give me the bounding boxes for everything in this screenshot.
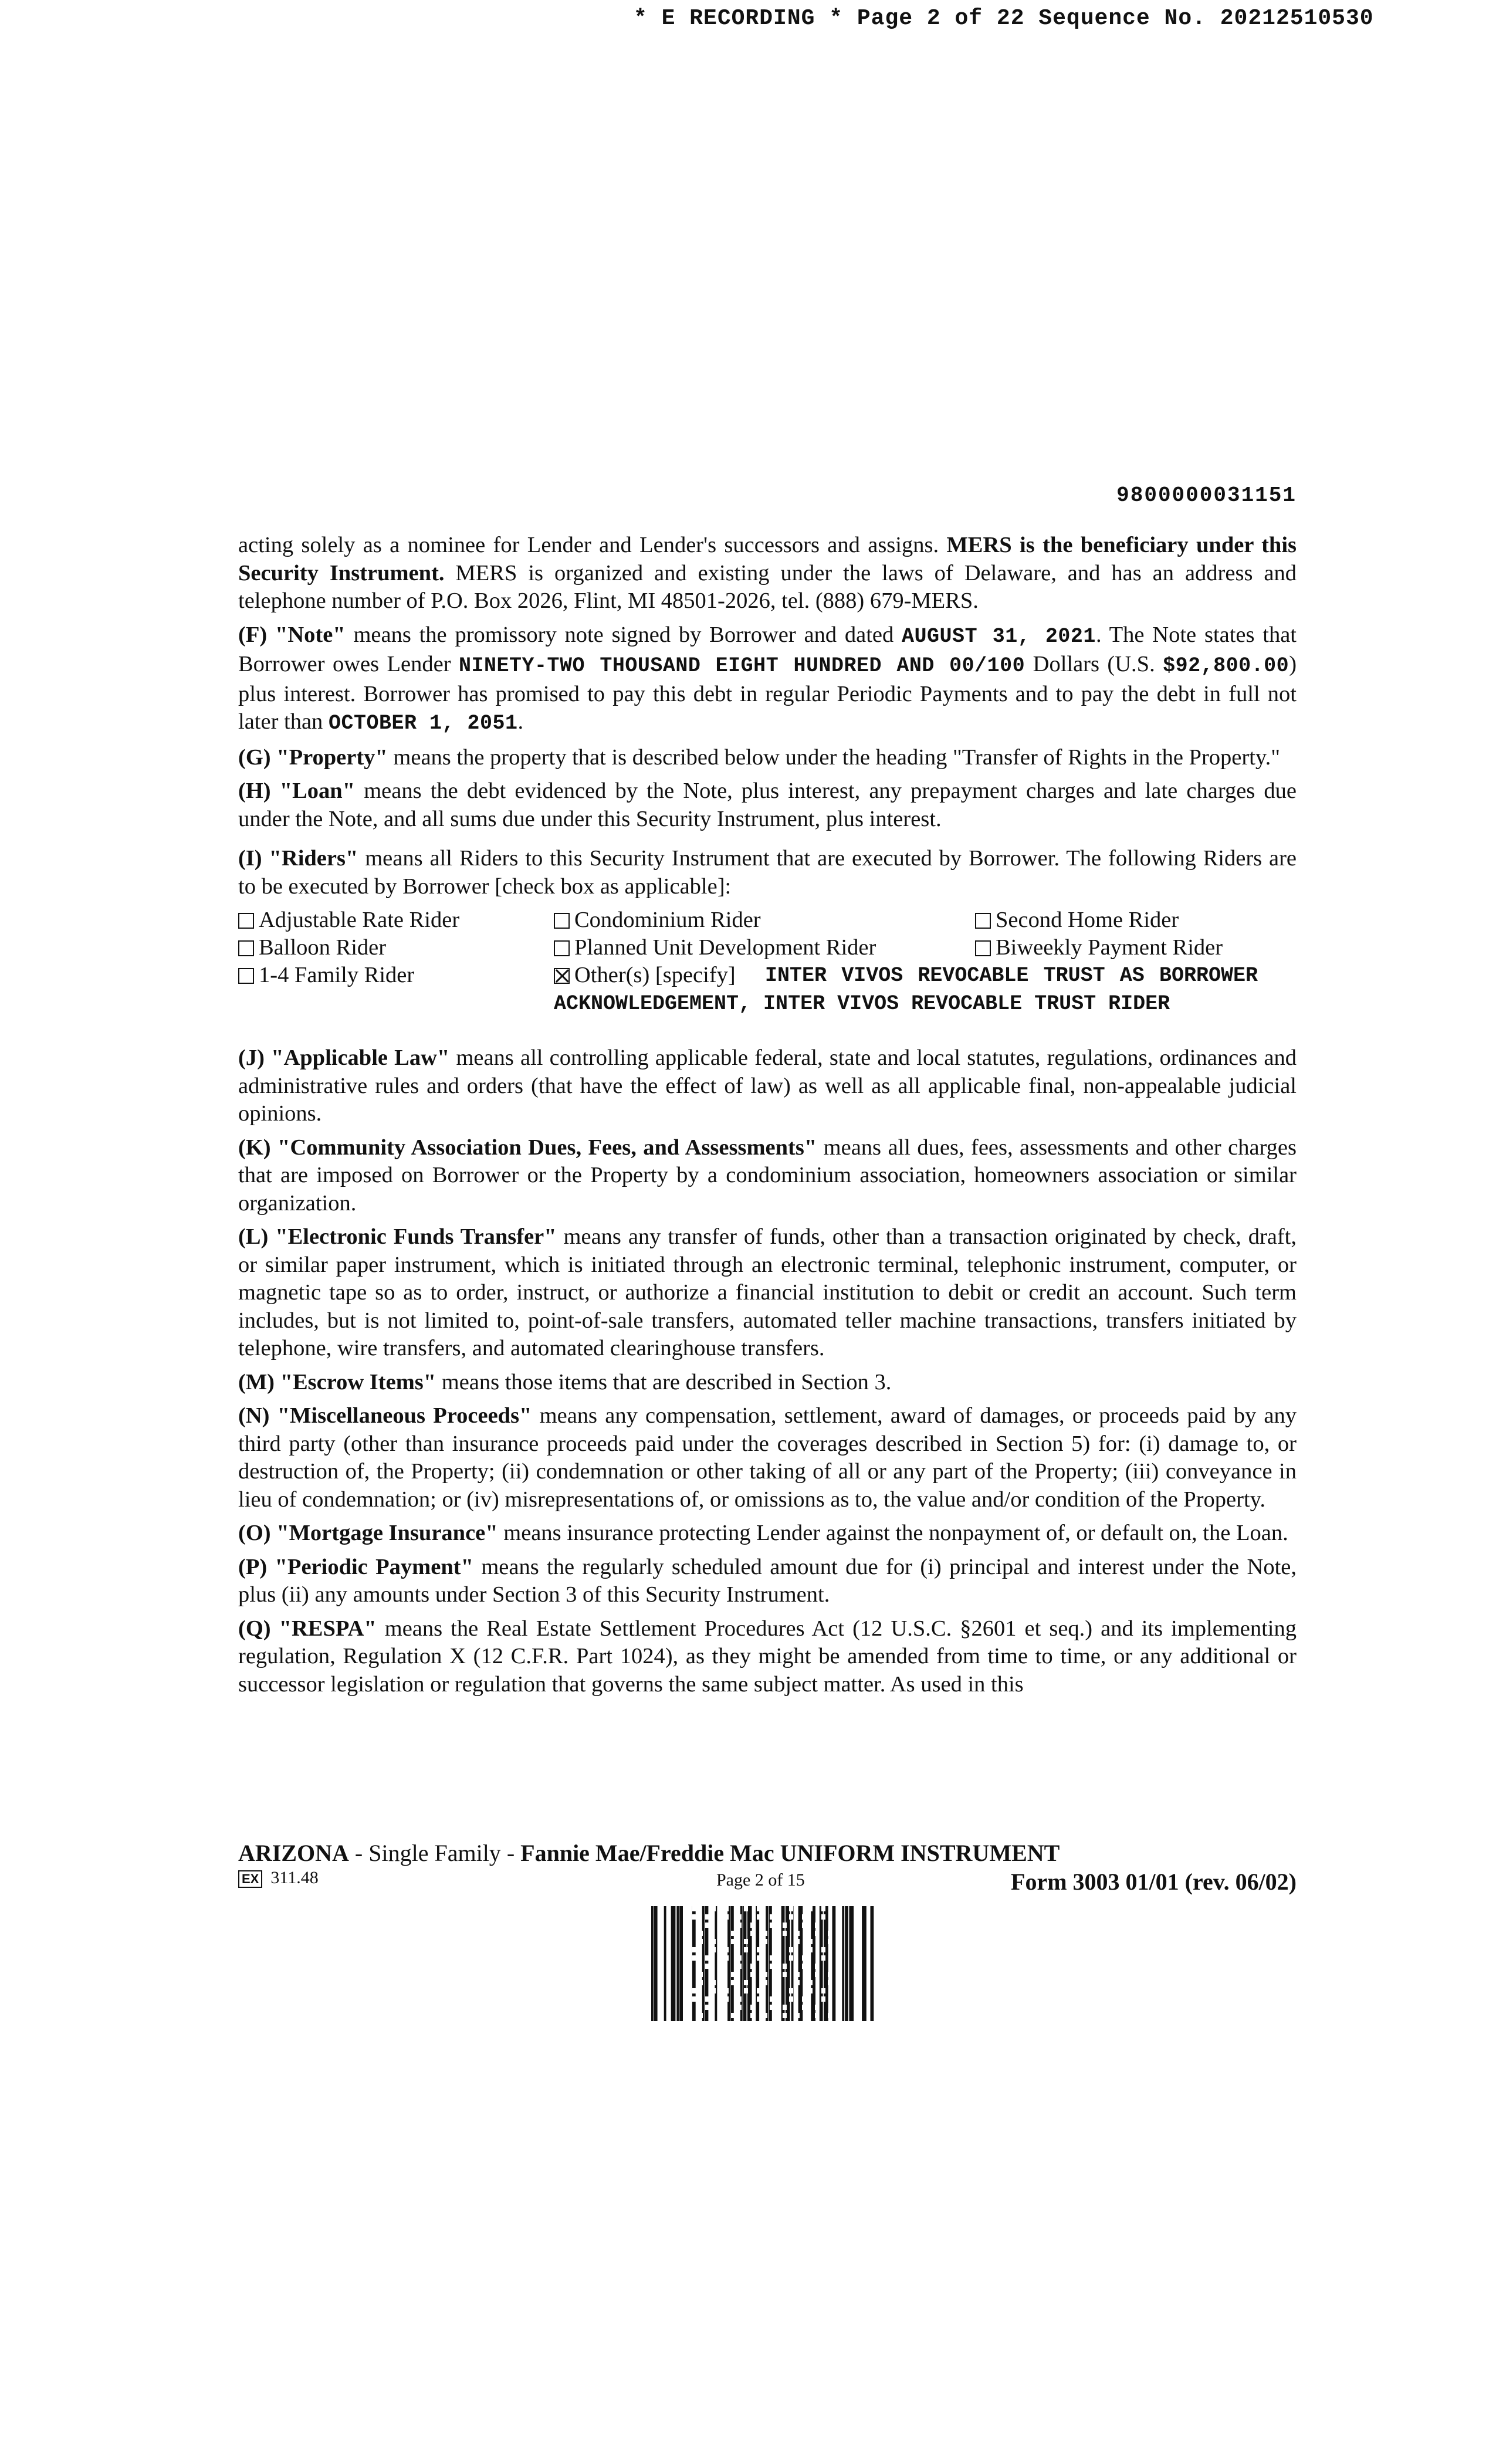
barcode-cell [815, 2013, 819, 2018]
rider-second-home[interactable] [975, 906, 1179, 935]
form-code [238, 1868, 319, 1888]
barcode-cell [828, 1972, 832, 1977]
barcode-cell [783, 1923, 787, 1928]
paragraph-community-association [238, 1134, 1297, 1218]
barcode-cell [705, 1914, 709, 1920]
barcode-cell [770, 1923, 774, 1928]
barcode-cell [763, 1972, 767, 1977]
note-text-e: . [517, 709, 524, 734]
barcode-cell [705, 1955, 709, 1961]
rider-label: Balloon Rider [259, 935, 387, 960]
barcode-cell [725, 1914, 729, 1920]
barcode-bar [692, 1906, 696, 2021]
barcode-cell [815, 1964, 819, 1969]
paragraph-mortgage-insurance [238, 1519, 1297, 1548]
barcode-cell [763, 2013, 767, 2018]
barcode-cell [783, 2013, 787, 2018]
barcode-cell [789, 1955, 793, 1961]
barcode-cell [731, 2013, 735, 2018]
term-riders: (I) "Riders" [238, 846, 358, 871]
barcode-cell [750, 2013, 754, 2018]
barcode-bar [702, 1906, 705, 2021]
barcode-cell [692, 1996, 696, 2002]
barcode-cell [776, 1947, 780, 1952]
rider-label: 1-4 Family Rider [259, 963, 415, 987]
footer-title [238, 1839, 1297, 1867]
barcode-cell [705, 2005, 709, 2010]
barcode-cell [737, 1923, 742, 1928]
paragraph-electronic-funds-transfer [238, 1223, 1297, 1363]
barcode-cell [796, 2013, 800, 2018]
term-respa: (Q) "RESPA" [238, 1616, 377, 1641]
term-electronic-funds-transfer: (L) "Electronic Funds Transfer" [238, 1224, 557, 1249]
barcode-cell [828, 2013, 832, 2018]
barcode-cell [815, 1972, 819, 1977]
barcode-cell [699, 1980, 703, 1985]
barcode-cell [731, 1972, 735, 1977]
barcode-cell [699, 1931, 703, 1936]
footer-row [238, 1868, 1297, 1903]
barcode-cell [737, 1955, 742, 1961]
barcode-bar [651, 1906, 654, 2021]
term-periodic-payment: (P) "Periodic Payment" [238, 1554, 473, 1579]
barcode-cell [705, 1996, 709, 2002]
barcode-cell [692, 1988, 696, 1993]
barcode-cell [737, 1914, 742, 1920]
applicable-law-text: means all controlling applicable federal, state and local statutes, regulations, ordinances and administrative rules and orders (that have the effect of law) as well as all applicable final, non-appealable judicial opinions. [238, 1045, 1297, 1126]
mers-beneficiary-statement: MERS is the beneficiary under this Security Instrument. [238, 533, 1297, 585]
note-text-a: means the promissory note signed by Borrower and dated [345, 622, 902, 647]
footer-separator: - [348, 1840, 369, 1866]
barcode-cell [789, 1996, 793, 2002]
barcode-bar [849, 1906, 854, 2021]
rider-label: Biweekly Payment Rider [996, 935, 1223, 960]
rider-adjustable-rate[interactable] [238, 906, 459, 935]
barcode-cell [750, 1931, 754, 1936]
barcode-cell [808, 1939, 813, 1944]
barcode-cell [699, 1939, 703, 1944]
barcode-cell [802, 1914, 806, 1920]
barcode-cell [718, 2013, 722, 2018]
form-code-number: 311.48 [270, 1868, 319, 1887]
barcode-cell [776, 1980, 780, 1985]
barcode-bar [743, 1906, 747, 2021]
barcode-cell [692, 1914, 696, 1920]
barcode-cell [796, 1931, 800, 1936]
note-text-c: Dollars (U.S. [1025, 652, 1163, 676]
barcode-cell [776, 1939, 780, 1944]
term-community-association: (K) "Community Association Dues, Fees, and Assessments" [238, 1135, 817, 1160]
barcode-cell [750, 2005, 754, 2010]
term-miscellaneous-proceeds: (N) "Miscellaneous Proceeds" [238, 1403, 532, 1428]
barcode-cell [757, 1996, 761, 2002]
recording-header: * E RECORDING * Page 2 of 22 Sequence No. 20212510530 [634, 6, 1374, 31]
paragraph-property [238, 744, 1297, 772]
barcode-bar [791, 1906, 794, 2021]
barcode-cell [731, 1939, 735, 1944]
barcode-cell [757, 1906, 761, 1911]
barcode-cell [705, 1923, 709, 1928]
footer-instrument: Fannie Mae/Freddie Mac UNIFORM INSTRUMENT [520, 1840, 1060, 1866]
rider-condominium[interactable] [554, 906, 761, 935]
paragraph-riders [238, 845, 1297, 901]
barcode-cell [821, 1996, 825, 2002]
paragraph-respa [238, 1615, 1297, 1699]
barcode-cell [815, 1931, 819, 1936]
barcode-cell [699, 2013, 703, 2018]
barcode-cell [808, 1980, 813, 1985]
barcode-cell [725, 1955, 729, 1961]
barcode-cell [789, 1914, 793, 1920]
barcode-cell [692, 1955, 696, 1961]
barcode-cell [789, 1947, 793, 1952]
barcode-cell [692, 1947, 696, 1952]
miscellaneous-proceeds-text: means any compensation, settlement, award of damages, or proceeds paid by any third party (other than insurance proceeds paid under the coverages described in Section 5) for: (i) damage to, or destruction of, the Property; (ii) condemnation or other taking of all or any part of the Property; (iii) conveyance in lieu of condemnation; or (iv) misrepresentations of, or omissions as to, the value and/or condition of the Property. [238, 1403, 1297, 1512]
term-applicable-law: (J) "Applicable Law" [238, 1045, 450, 1070]
barcode-cell [712, 1939, 716, 1944]
barcode-cell [828, 1939, 832, 1944]
ex-box-logo: EX [238, 1870, 262, 1888]
periodic-payment-text: means the regularly scheduled amount due for (i) principal and interest under the Note, plus (ii) any amounts under Section 3 of this Security Instrument. [238, 1554, 1297, 1607]
barcode-cell [783, 1972, 787, 1977]
barcode-cell [808, 1988, 813, 1993]
barcode-cell [770, 1996, 774, 2002]
rider-label: Other(s) [specify] [574, 963, 736, 987]
barcode-image [651, 1906, 879, 2021]
barcode-cell [718, 1964, 722, 1969]
note-date: AUGUST 31, 2021 [902, 624, 1096, 648]
term-note: (F) "Note" [238, 622, 346, 647]
barcode-cell [828, 1931, 832, 1936]
rider-label: Second Home Rider [996, 908, 1179, 932]
rider-label: Adjustable Rate Rider [259, 908, 460, 932]
barcode-bar [832, 1906, 836, 2021]
barcode-bar [756, 1906, 759, 2021]
term-loan: (H) "Loan" [238, 779, 356, 803]
barcode-bar [824, 1906, 828, 2021]
barcode-cell [737, 1964, 742, 1969]
barcode-cell [770, 1964, 774, 1969]
barcode-cell [802, 2005, 806, 2010]
community-association-text: means all dues, fees, assessments and other charges that are imposed on Borrower or the Property by a condominium association, homeowners association or similar organization. [238, 1135, 1297, 1216]
barcode-bar [811, 1906, 815, 2021]
checkbox[interactable] [554, 913, 570, 929]
barcode-cell [731, 1980, 735, 1985]
barcode-cell [770, 1955, 774, 1961]
mers-text-a: acting solely as a nominee for Lender and Lender's successors and assigns. [238, 533, 947, 557]
mortgage-insurance-text: means insurance protecting Lender against the nonpayment of, or default on, the Loan. [497, 1521, 1288, 1545]
barcode-cell [802, 1923, 806, 1928]
document-body [238, 532, 1297, 1704]
rider-balloon[interactable] [238, 934, 386, 962]
barcode-cell [750, 1964, 754, 1969]
barcode-cell [737, 2005, 742, 2010]
barcode-cell [828, 1980, 832, 1985]
barcode-cell [718, 1972, 722, 1977]
rider-checklist [238, 906, 1297, 1044]
barcode-bar [730, 1906, 734, 2021]
barcode-bar [766, 1906, 768, 2021]
barcode-cell [718, 1923, 722, 1928]
barcode-cell [718, 1931, 722, 1936]
barcode-cell [815, 1923, 819, 1928]
barcode-cell [821, 1914, 825, 1920]
rider-planned-unit-development[interactable] [554, 934, 876, 962]
rider-1-4-family[interactable] [238, 962, 414, 990]
barcode-bar [676, 1906, 679, 2021]
barcode-cell [796, 1972, 800, 1977]
barcode-cell [815, 2005, 819, 2010]
barcode-cell [725, 1947, 729, 1952]
barcode-bar [862, 1906, 867, 2021]
checkbox[interactable] [975, 913, 991, 929]
term-property: (G) "Property" [238, 744, 388, 770]
barcode-bar [664, 1906, 666, 2021]
barcode-bar [842, 1906, 844, 2021]
property-text: means the property that is described below under the heading "Transfer of Rights in the Property." [387, 744, 1280, 770]
rider-biweekly-payment[interactable] [975, 934, 1223, 962]
footer-family: Single Family [368, 1840, 501, 1866]
loan-text: means the debt evidenced by the Note, plus interest, any prepayment charges and late charges due under the Note, and all sums due under this Security Instrument, plus interest. [238, 779, 1297, 831]
paragraph-escrow-items [238, 1369, 1297, 1397]
note-text-d: ) plus interest. Borrower has promised to pay this debt in regular Periodic Payments and to pay the debt in full not later than [238, 652, 1297, 734]
footer-state: ARIZONA [238, 1840, 349, 1866]
checkbox[interactable] [975, 940, 991, 956]
barcode-cell [757, 1955, 761, 1961]
other-riders-specified: INTER VIVOS REVOCABLE TRUST AS BORROWER ACKNOWLEDGEMENT, INTER VIVOS REVOCABLE TRUST RIDER [554, 964, 1258, 1016]
barcode-cell [744, 1947, 748, 1952]
page-number: Page 2 of 15 [716, 1870, 805, 1890]
loan-number: 9800000031151 [1116, 483, 1297, 507]
barcode-cell [712, 1980, 716, 1985]
term-escrow-items: (M) "Escrow Items" [238, 1369, 436, 1395]
barcode-cell [712, 1906, 716, 1911]
barcode-cell [789, 1906, 793, 1911]
barcode-cell [808, 1906, 813, 1911]
riders-text: means all Riders to this Security Instrument that are executed by Borrower. The following Riders are to be executed by Borrower [check box as applicable]: [238, 846, 1297, 899]
barcode-cell [802, 1996, 806, 2002]
electronic-funds-transfer-text: means any transfer of funds, other than a transaction originated by check, draft, or similar paper instrument, which is initiated through an electronic terminal, telephonic instrument, computer, or magnetic tape so as to order, instruct, or authorize a financial institution to debit or credit an account. Such term includes, but is not limited to, point-of-sale transfers, automated teller machine transactions, transfers initiated by telephone, wire transfers, and automated clearinghouse transfers. [238, 1224, 1297, 1360]
barcode-bar [671, 1906, 676, 2021]
barcode-cell [763, 1980, 767, 1985]
barcode-cell [821, 1947, 825, 1952]
barcode-cell [718, 2005, 722, 2010]
barcode-cell [725, 1996, 729, 2002]
rider-label: Planned Unit Development Rider [574, 935, 876, 960]
barcode-cell [796, 1980, 800, 1985]
barcode-cell [770, 1914, 774, 1920]
barcode-cell [821, 1988, 825, 1993]
barcode-cell [692, 1906, 696, 1911]
page-footer [238, 1839, 1297, 1903]
paragraph-note [238, 621, 1297, 738]
checkbox[interactable] [238, 913, 254, 929]
barcode-cell [757, 1914, 761, 1920]
barcode-cell [725, 1906, 729, 1911]
barcode-cell [808, 1947, 813, 1952]
barcode-cell [725, 1988, 729, 1993]
footer-separator: - [500, 1840, 521, 1866]
barcode-cell [776, 1988, 780, 1993]
barcode-cell [750, 1972, 754, 1977]
paragraph-periodic-payment [238, 1553, 1297, 1609]
checkbox[interactable] [238, 968, 254, 984]
barcode-cell [783, 1964, 787, 1969]
checkbox[interactable] [554, 940, 570, 956]
form-number: Form 3003 01/01 (rev. 06/02) [1011, 1869, 1297, 1895]
respa-text: means the Real Estate Settlement Procedures Act (12 U.S.C. §2601 et seq.) and its implementing regulation, Regulation X (12 C.F.R. Part 1024), as they might be amended from time to time, or any additional or successor legislation or regulation that governs the same subject matter. As used in this [238, 1616, 1297, 1697]
paragraph-miscellaneous-proceeds [238, 1402, 1297, 1514]
paragraph-mers [238, 532, 1297, 615]
barcode-cell [712, 1988, 716, 1993]
barcode-cell [744, 1988, 748, 1993]
note-amount-words: NINETY-TWO THOUSAND EIGHT HUNDRED AND 00/100 [458, 654, 1025, 678]
barcode-cell [744, 1980, 748, 1985]
barcode-cell [802, 1955, 806, 1961]
barcode-cell [699, 1972, 703, 1977]
barcode-cell [744, 1939, 748, 1944]
barcode-cell [796, 1939, 800, 1944]
barcode-bar [845, 1906, 848, 2021]
note-maturity-date: OCTOBER 1, 2051 [328, 712, 518, 735]
barcode-cell [821, 1906, 825, 1911]
barcode-cell [705, 1964, 709, 1969]
barcode-cell [757, 1988, 761, 1993]
barcode-cell [750, 1923, 754, 1928]
paragraph-applicable-law [238, 1044, 1297, 1128]
barcode-bar [654, 1906, 658, 2021]
escrow-items-text: means those items that are described in Section 3. [436, 1369, 892, 1395]
barcode-bar [727, 1906, 730, 2021]
barcode-cell [776, 1906, 780, 1911]
barcode-cell [712, 1947, 716, 1952]
barcode-cell [783, 2005, 787, 2010]
note-text-b: . The Note states that Borrower owes Lender [238, 622, 1297, 676]
barcode-cell [744, 1906, 748, 1911]
mers-text-c: MERS is organized and existing under the laws of Delaware, and has an address and telephone number of P.O. Box 2026, Flint, MI 48501-2026, tel. (888) 679-MERS. [238, 560, 1297, 613]
checkbox[interactable] [238, 940, 254, 956]
barcode-cell [802, 1964, 806, 1969]
barcode-bar [679, 1906, 683, 2021]
barcode-cell [783, 1931, 787, 1936]
paragraph-loan [238, 777, 1297, 833]
barcode-cell [731, 1931, 735, 1936]
barcode-cell [763, 1939, 767, 1944]
barcode-bar [715, 1906, 717, 2021]
barcode-bar [820, 1906, 823, 2021]
rider-label: Condominium Rider [574, 908, 761, 932]
barcode-bar [871, 1906, 874, 2021]
barcode-cell [737, 1996, 742, 2002]
barcode-cell [821, 1955, 825, 1961]
barcode-cell [770, 2005, 774, 2010]
note-amount: $92,800.00 [1163, 654, 1289, 678]
barcode-cell [763, 1931, 767, 1936]
barcode-cell [757, 1947, 761, 1952]
barcode-cell [789, 1988, 793, 1993]
term-mortgage-insurance: (O) "Mortgage Insurance" [238, 1521, 498, 1545]
